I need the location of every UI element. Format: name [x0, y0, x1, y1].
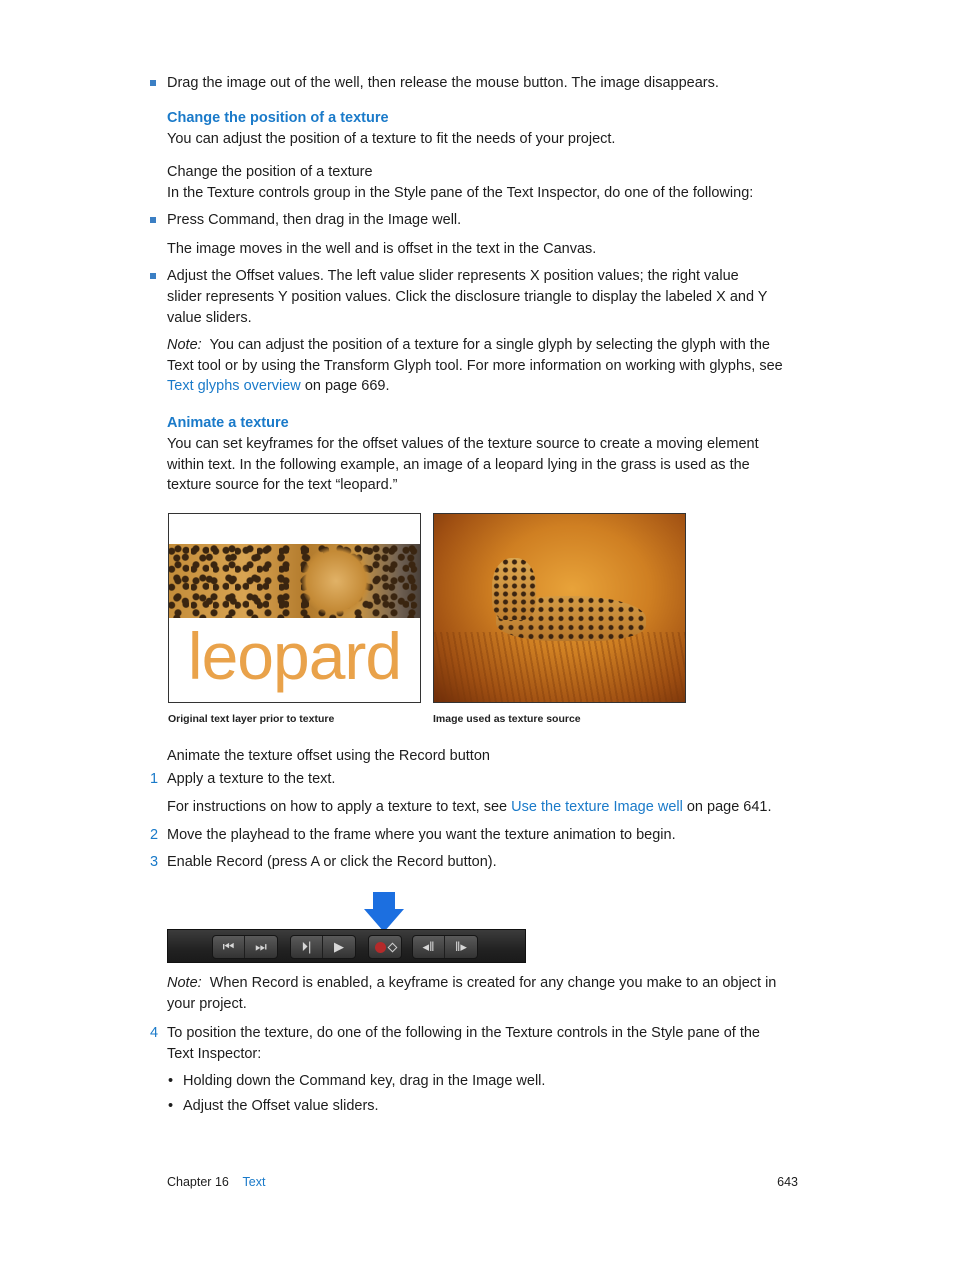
caption-original-text-layer: Original text layer prior to texture — [168, 713, 335, 725]
transport-group-frames — [412, 935, 478, 959]
note-glyph-line-3 — [167, 376, 807, 397]
leopard-head-image — [301, 546, 371, 616]
paragraph-task-intro: In the Texture controls group in the Style pane of the Text Inspector, do one of the following: — [167, 185, 754, 201]
note-record-line-1 — [167, 973, 807, 994]
bullet-text-drag-out: Drag the image out of the well, then release the mouse button. The image disappears. — [167, 75, 719, 91]
bullet-text-adjust-offset-1: Adjust the Offset values. The left value slider represents X position values; the right value — [167, 268, 739, 284]
bullet-marker — [150, 273, 156, 279]
note-record-line-2: your project. — [167, 996, 247, 1012]
sub-bullet-command-drag: Holding down the Command key, drag in the Image well. — [183, 1073, 546, 1089]
leopard-strip-image — [169, 544, 420, 618]
play-from-start-icon: ⏵| — [301, 939, 312, 954]
note-glyph-line-1 — [167, 335, 807, 356]
paragraph-animate-intro-2: within text. In the following example, an image of a leopard lying in the grass is used as the — [167, 457, 750, 473]
step-text-1: Apply a texture to the text. — [167, 771, 336, 787]
play-from-start-button[interactable] — [291, 936, 323, 958]
pointer-arrow-stem — [373, 892, 395, 910]
use-texture-image-well-link[interactable]: Use the texture Image well — [511, 799, 683, 815]
next-frame-icon: ‖▸ — [455, 939, 467, 954]
step-text-4-line-2: Text Inspector: — [167, 1046, 262, 1062]
note-glyph-line-2: Text tool or by using the Transform Glyph tool. For more information on working with glyphs, see — [167, 358, 783, 374]
section-heading-animate: Animate a texture — [167, 415, 289, 431]
footer-chapter-label: Chapter 16 — [167, 1175, 229, 1189]
step-number-4: 4 — [150, 1025, 159, 1041]
step-number-3: 3 — [150, 854, 159, 870]
footer-chapter — [167, 1172, 265, 1193]
bullet-marker — [150, 217, 156, 223]
record-icon — [375, 942, 386, 953]
footer-page-number: 643 — [777, 1175, 798, 1189]
text-glyphs-overview-link[interactable]: Text glyphs overview — [167, 378, 301, 394]
figure-original-text-layer — [168, 513, 421, 703]
figure-leopard-photo — [433, 513, 686, 703]
caption-texture-source: Image used as texture source — [433, 713, 581, 725]
bullet-text-adjust-offset-3: value sliders. — [167, 310, 252, 326]
footer-chapter-link[interactable]: Text — [242, 1175, 266, 1189]
previous-frame-icon: ◂‖ — [422, 939, 435, 954]
go-to-start-icon: ⏮ — [222, 939, 235, 954]
task-title-change-position: Change the position of a texture — [167, 164, 373, 180]
note-label: Note: — [167, 337, 202, 353]
step-text-3: Enable Record (press A or click the Record button). — [167, 854, 497, 870]
paragraph-animate-intro-1: You can set keyframes for the offset values of the texture source to create a moving element — [167, 436, 759, 452]
play-button[interactable] — [323, 936, 355, 958]
note-text: When Record is enabled, a keyframe is created for any change you make to an object in — [209, 975, 777, 991]
step-text-4-line-1: To position the texture, do one of the following in the Texture controls in the Style pane of the — [167, 1025, 760, 1041]
grass-texture — [434, 632, 685, 702]
note-tail: on page 669. — [304, 378, 390, 394]
step-text-2: Move the playhead to the frame where you want the texture animation to begin. — [167, 827, 676, 843]
step-number-1: 1 — [150, 771, 159, 787]
note-label: Note: — [167, 975, 202, 991]
next-frame-button[interactable] — [445, 936, 477, 958]
bullet-text-press-command: Press Command, then drag in the Image well. — [167, 212, 462, 228]
step-1-subtext — [167, 797, 807, 818]
paragraph-image-moves: The image moves in the well and is offset in the text in the Canvas. — [167, 241, 597, 257]
sub-bullet-dot: • — [168, 1098, 174, 1114]
record-button[interactable] — [369, 936, 401, 958]
task-title-record: Animate the texture offset using the Record button — [167, 748, 490, 764]
section-heading-change-position: Change the position of a texture — [167, 110, 389, 126]
leopard-neck-image — [492, 558, 536, 620]
bullet-text-adjust-offset-2: slider represents Y position values. Click the disclosure triangle to display the labeled X and Y — [167, 289, 768, 305]
go-to-end-button[interactable] — [245, 936, 277, 958]
sub-bullet-dot: • — [168, 1073, 174, 1089]
transport-group-start-end — [212, 935, 278, 959]
keyframe-diamond-icon — [387, 942, 397, 952]
play-icon: ▶ — [334, 939, 344, 954]
step-1-sub-post: on page 641. — [686, 799, 772, 815]
paragraph-position-intro: You can adjust the position of a texture to fit the needs of your project. — [167, 131, 616, 147]
step-number-2: 2 — [150, 827, 159, 843]
note-text: You can adjust the position of a texture for a single glyph by selecting the glyph with the — [209, 337, 770, 353]
leopard-word: leopard — [187, 619, 402, 693]
step-1-sub-pre: For instructions on how to apply a texture to text, see — [167, 799, 508, 815]
transport-group-play — [290, 935, 356, 959]
paragraph-animate-intro-3: texture source for the text “leopard.” — [167, 477, 398, 493]
sub-bullet-offset-sliders: Adjust the Offset value sliders. — [183, 1098, 379, 1114]
previous-frame-button[interactable] — [413, 936, 445, 958]
transport-group-record — [368, 935, 402, 959]
go-to-start-button[interactable] — [213, 936, 245, 958]
bullet-marker — [150, 80, 156, 86]
transport-toolbar — [167, 929, 526, 963]
go-to-end-icon: ⏭ — [255, 939, 267, 954]
